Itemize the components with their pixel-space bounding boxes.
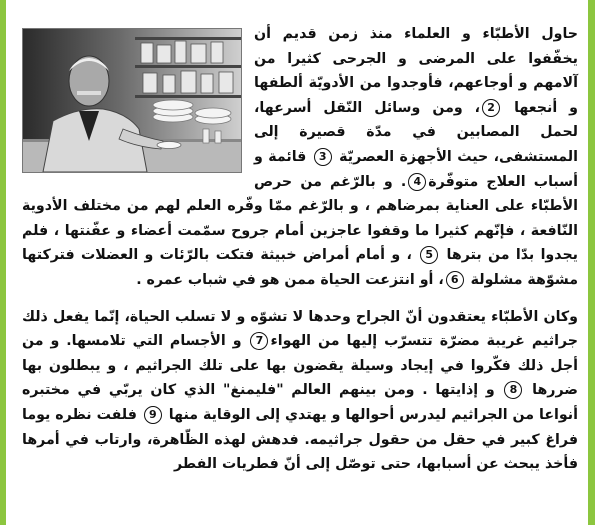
footnote-number: 2 (482, 99, 500, 117)
text-segment: ، و أمام أمراض خبيثة فتكت بالرّئات و العضلات فتركتها مشوّهة مشلولة (22, 247, 578, 288)
text-segment: ، ومن وسائل النّقل أسرعها، لحمل المصابين في مدّة قصيرة إلى المستشفى، حيث الأجهزة العصريّة (254, 99, 578, 165)
footnote-number: 6 (446, 271, 464, 289)
footnote-number: 3 (314, 148, 332, 166)
left-border (0, 0, 6, 525)
right-border (588, 0, 595, 525)
footnote-number: 7 (250, 332, 268, 350)
text-segment: فلفت نظره يوما فراغ كبير في حقل من حقول جراثيمه. فدهش لهذه الظّاهرة، وارتاب في أمرها فأخذ يبحث عن أسبابها، حتى توصّل إلى أنّ فطريات الفطر (22, 406, 578, 473)
scientist-photo (22, 28, 242, 173)
footnote-number: 8 (504, 381, 522, 399)
text-segment: قائمة و أسباب العلاج متوفّرة (254, 148, 579, 190)
text-segment: وكان الأطبّاء يعتقدون أنّ الجراح وحدها لا تشوّه و لا تسلب الحياة، إنّما يفعل ذلك جراثيم غريبة مضرّة تتسرّب إليها من الهواء (22, 308, 578, 350)
text-segment: ، أو انتزعت الحياة ممن هو في شباب عمره . (136, 271, 444, 288)
text-segment: . و بالرّغم من حرص الأطبّاء على العناية بمرضاهم ، و بالرّغم ممّا وفّره العلم لهم من مختلف الأدوية النّافعة ، فإنّهم كثيرا ما وقفوا عاجزين أمام جروح سمّمت أعضاء و عفّنتها ، فلم يجدوا بدّا من بترها (22, 173, 578, 264)
text-segment: و الأجسام التي تلامسها. و من أجل ذلك فكّروا في إيجاد وسيلة يقضون بها على تلك الجراثيم ، و يبطلون بها ضررها (22, 333, 578, 399)
text-segment: و إذايتها . ومن بينهم العالم "فليمنغ" الذي كان يربّي في مختبره أنواعا من الجراثيم ليدرس أحوالها و يهتدي إلى الوقاية منها (22, 382, 578, 423)
text-body (22, 22, 578, 477)
footnote-number: 5 (420, 246, 438, 264)
footnote-number: 4 (408, 173, 426, 191)
footnote-number: 9 (144, 406, 162, 424)
paragraph-2 (22, 305, 578, 477)
text-segment: حاول الأطبّاء و العلماء منذ زمن قديم أن يخفّفوا على المرضى و الجرحى كثيرا من آلامهم و أوجاعهم، فأوجدوا من الأدويّة ألطفها و أنجعها (254, 26, 578, 116)
